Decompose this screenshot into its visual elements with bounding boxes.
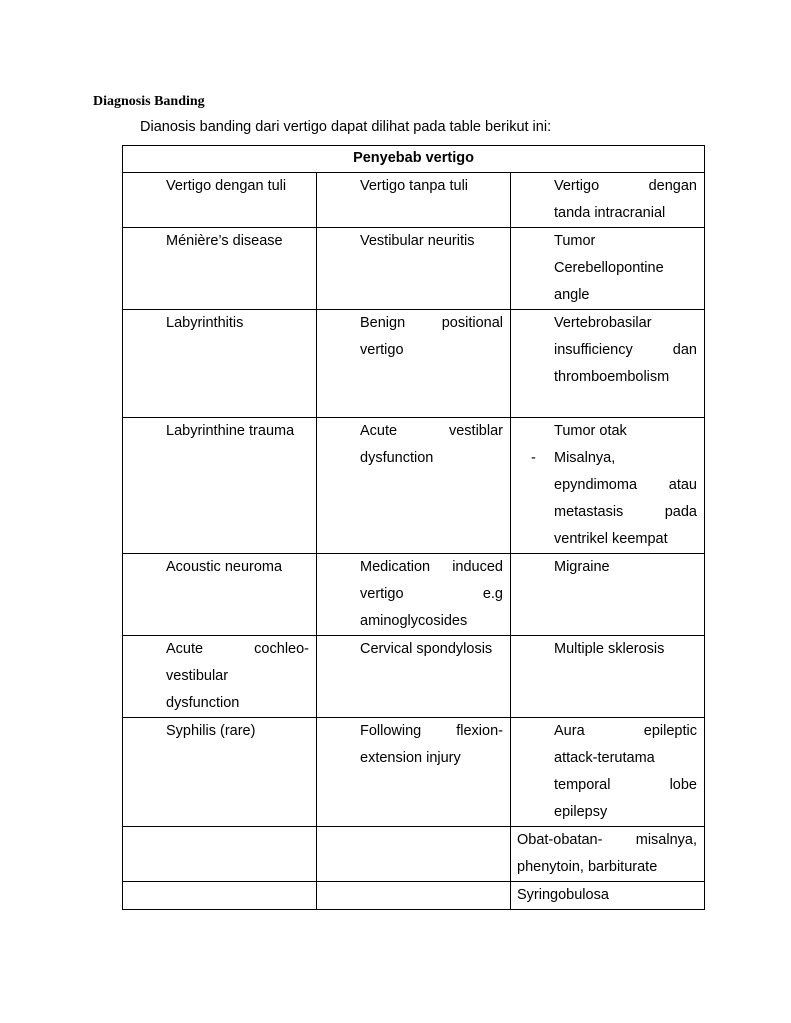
cell-line: Labyrinthitis	[166, 315, 244, 331]
cell-line: vertigo	[360, 342, 404, 358]
cell-line: Syringobulosa	[517, 887, 609, 903]
table-cell	[317, 718, 511, 827]
table-row	[123, 718, 705, 827]
cell-line: insufficiency dan	[554, 342, 697, 358]
table-cell	[511, 310, 705, 418]
table-cell	[123, 228, 317, 310]
cell-line: Cerebellopontine	[554, 260, 664, 276]
cell-line: metastasis pada	[554, 504, 697, 520]
table-cell	[123, 718, 317, 827]
table-row	[123, 636, 705, 718]
cell-line: Tumor otak	[554, 423, 627, 439]
cell-line: Multiple sklerosis	[554, 641, 665, 657]
table-cell	[123, 310, 317, 418]
cell-line: epilepsy	[554, 804, 608, 820]
cell-line: Aura epileptic	[554, 723, 697, 739]
table-header-cell: Penyebab vertigo	[123, 146, 705, 173]
table-cell	[317, 827, 511, 882]
cell-line: Syphilis (rare)	[166, 723, 256, 739]
table-cell	[511, 418, 705, 554]
table-cell	[317, 173, 511, 228]
cell-line: Tumor	[554, 233, 596, 249]
section-heading: Diagnosis Banding	[93, 94, 205, 109]
table-cell	[317, 310, 511, 418]
table-cell	[317, 882, 511, 910]
cell-line: Acoustic neuroma	[166, 559, 283, 575]
cell-line: thromboembolism	[554, 369, 670, 385]
table-cell	[317, 228, 511, 310]
table-cell	[123, 418, 317, 554]
table-cell	[511, 882, 705, 910]
cell-line: Vertebrobasilar	[554, 315, 652, 331]
table-cell	[317, 554, 511, 636]
table-cell	[123, 882, 317, 910]
cell-line: Cervical spondylosis	[360, 641, 493, 657]
cell-line: Following flexion-	[360, 723, 503, 739]
cell-line: vertigo e.g	[360, 586, 503, 602]
differential-diagnosis-table	[122, 145, 705, 910]
cell-line: Labyrinthine trauma	[166, 423, 295, 439]
cell-line: Vertigo dengan tuli	[166, 178, 287, 194]
cell-line: dysfunction	[360, 450, 434, 466]
cell-line: temporal lobe	[554, 777, 697, 793]
cell-line: Acute cochleo-	[166, 641, 309, 657]
cell-line: Vertigo tanpa tuli	[360, 178, 469, 194]
table-cell	[123, 173, 317, 228]
cell-line: dysfunction	[166, 695, 240, 711]
table-row	[123, 173, 705, 228]
list-dash: -	[531, 450, 536, 466]
cell-line: Acute vestiblar	[360, 423, 503, 439]
cell-line: Misalnya,	[554, 450, 616, 466]
cell-line: extension injury	[360, 750, 461, 766]
table-cell	[511, 554, 705, 636]
cell-line: Obat-obatan- misalnya,	[517, 832, 697, 848]
cell-line: Benign positional	[360, 315, 503, 331]
table-cell	[511, 636, 705, 718]
table-cell	[511, 173, 705, 228]
cell-line: aminoglycosides	[360, 613, 468, 629]
cell-line: tanda intracranial	[554, 205, 666, 221]
cell-line: Medication induced	[360, 559, 503, 575]
table-cell	[123, 827, 317, 882]
cell-line: Migraine	[554, 559, 610, 575]
table-row	[123, 418, 705, 554]
table-cell	[317, 418, 511, 554]
table-row	[123, 310, 705, 418]
cell-line: angle	[554, 287, 590, 303]
table-row	[123, 554, 705, 636]
intro-paragraph: Dianosis banding dari vertigo dapat dilihat pada table berikut ini:	[140, 119, 552, 135]
cell-line: Ménière’s disease	[166, 233, 283, 249]
table-header-row	[123, 146, 705, 173]
cell-line: Vertigo dengan	[554, 178, 697, 194]
table-row	[123, 882, 705, 910]
cell-line: ventrikel keempat	[554, 531, 668, 547]
cell-line: attack-terutama	[554, 750, 655, 766]
cell-line: vestibular	[166, 668, 229, 684]
cell-line: Vestibular neuritis	[360, 233, 475, 249]
table-cell	[511, 718, 705, 827]
cell-line: phenytoin, barbiturate	[517, 859, 658, 875]
table-row	[123, 228, 705, 310]
table-cell	[511, 228, 705, 310]
table-cell	[123, 554, 317, 636]
table-cell	[317, 636, 511, 718]
cell-line: epyndimoma atau	[554, 477, 697, 493]
table-cell	[511, 827, 705, 882]
table-cell	[123, 636, 317, 718]
table-row	[123, 827, 705, 882]
